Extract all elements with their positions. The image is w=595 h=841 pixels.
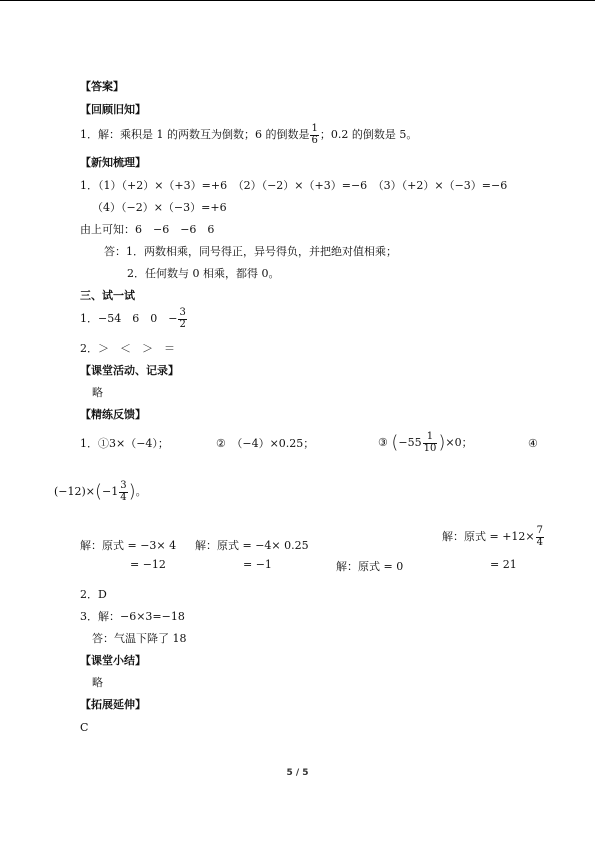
fraction-one-sixth: [310, 124, 318, 146]
right-paren: ): [128, 481, 136, 502]
newknow-line-1: 1．（1）（+2）×（+3）=+6 （2）（−2）×（+3）=−6 （3）（+2）×（−3）=−6: [80, 179, 508, 192]
newknow-answer-2: 2．任何数与 0 相乘，都得 0。: [127, 267, 280, 280]
solution-2-line-2: = −1: [243, 558, 272, 571]
solution-1-line-1: 解：原式 = −3× 4: [80, 539, 177, 552]
q1-part4-left: (−12)×: [54, 485, 96, 498]
solution-2-line-1: 解：原式 = −4× 0.25: [195, 539, 309, 552]
summary-text: 略: [92, 676, 103, 689]
fraction-denominator: 4: [120, 491, 127, 503]
fraction-numerator: 1: [426, 431, 434, 442]
fraction-denominator: 6: [311, 134, 318, 146]
newknow-line-2: （4）（−2）×（−3）=+6: [92, 201, 227, 214]
fraction-numerator: 1: [311, 123, 318, 134]
fraction-one-tenth: [423, 432, 438, 454]
fraction-denominator: 4: [536, 536, 544, 548]
practice-q3-answer: 答：气温下降了 18: [92, 632, 187, 645]
fraction-numerator: 3: [120, 480, 127, 491]
practice-q1-part1: 1．①3×（−4）；: [80, 437, 169, 450]
top-rule: [0, 0, 595, 1]
try-line-2: 2．＞ ＜ ＞ ＝: [80, 342, 175, 355]
solution-1-line-2: = −12: [130, 558, 166, 571]
practice-q1-part2: ② （−4）×0.25；: [216, 437, 315, 450]
practice-q1-part4-label: ④: [528, 437, 538, 450]
section-newknow-heading: 【新知梳理】: [80, 156, 146, 169]
review-line-1: [80, 124, 417, 146]
fraction-denominator: 2: [179, 318, 186, 330]
extend-text: C: [80, 721, 89, 734]
mixed-whole: −1: [102, 485, 119, 498]
practice-q1-part3: [378, 431, 473, 455]
fraction-three-quarters: [119, 481, 127, 503]
fraction-numerator: 3: [179, 307, 186, 318]
newknow-answer-1: 答：1．两数相乘，同号得正，异号得负，并把绝对值相乘；: [104, 245, 397, 258]
right-paren: ): [438, 432, 446, 453]
section-activity-heading: 【课堂活动、记录】: [80, 364, 179, 377]
practice-q1-part4: [54, 480, 147, 504]
solution-4-line-2: = 21: [490, 558, 517, 571]
section-review-heading: 【回顾旧知】: [80, 103, 146, 116]
practice-q2: 2．D: [80, 588, 107, 601]
activity-text: 略: [92, 386, 103, 399]
section-practice-heading: 【精练反馈】: [80, 408, 146, 421]
try-text-pre: 1．−54 6 0 −: [80, 312, 178, 325]
review-text-post: ；0.2 的倒数是 5。: [319, 128, 418, 141]
review-text-pre: 1．解：乘积是 1 的两数互为倒数；6 的倒数是: [80, 128, 310, 141]
left-paren: (: [95, 481, 103, 502]
solution-4-text: 解：原式 = +12×: [442, 530, 535, 543]
section-answer-heading: 【答案】: [80, 80, 124, 93]
fraction-denominator: 10: [423, 442, 437, 454]
try-line-1: [80, 306, 188, 332]
mixed-whole: −55: [398, 436, 422, 449]
circled-three: ③: [378, 436, 388, 449]
fraction-numerator: 7: [536, 525, 544, 536]
newknow-line-3: 由上可知：6 −6 −6 6: [80, 223, 215, 236]
section-extend-heading: 【拓展延伸】: [80, 698, 146, 711]
page-number: 5 / 5: [286, 768, 309, 778]
practice-q3: 3．解：−6×3=−18: [80, 610, 185, 623]
solution-4-line-1: [442, 525, 545, 549]
fraction-seven-quarters: [536, 526, 544, 548]
fraction-three-halves: [178, 308, 186, 330]
solution-3: 解：原式 = 0: [336, 560, 404, 573]
left-paren: (: [391, 432, 399, 453]
section-try-heading: 三、试一试: [80, 289, 135, 302]
section-summary-heading: 【课堂小结】: [80, 654, 146, 667]
q1-part3-tail: ×0；: [445, 436, 473, 449]
q1-part4-tail: 。: [135, 485, 147, 498]
